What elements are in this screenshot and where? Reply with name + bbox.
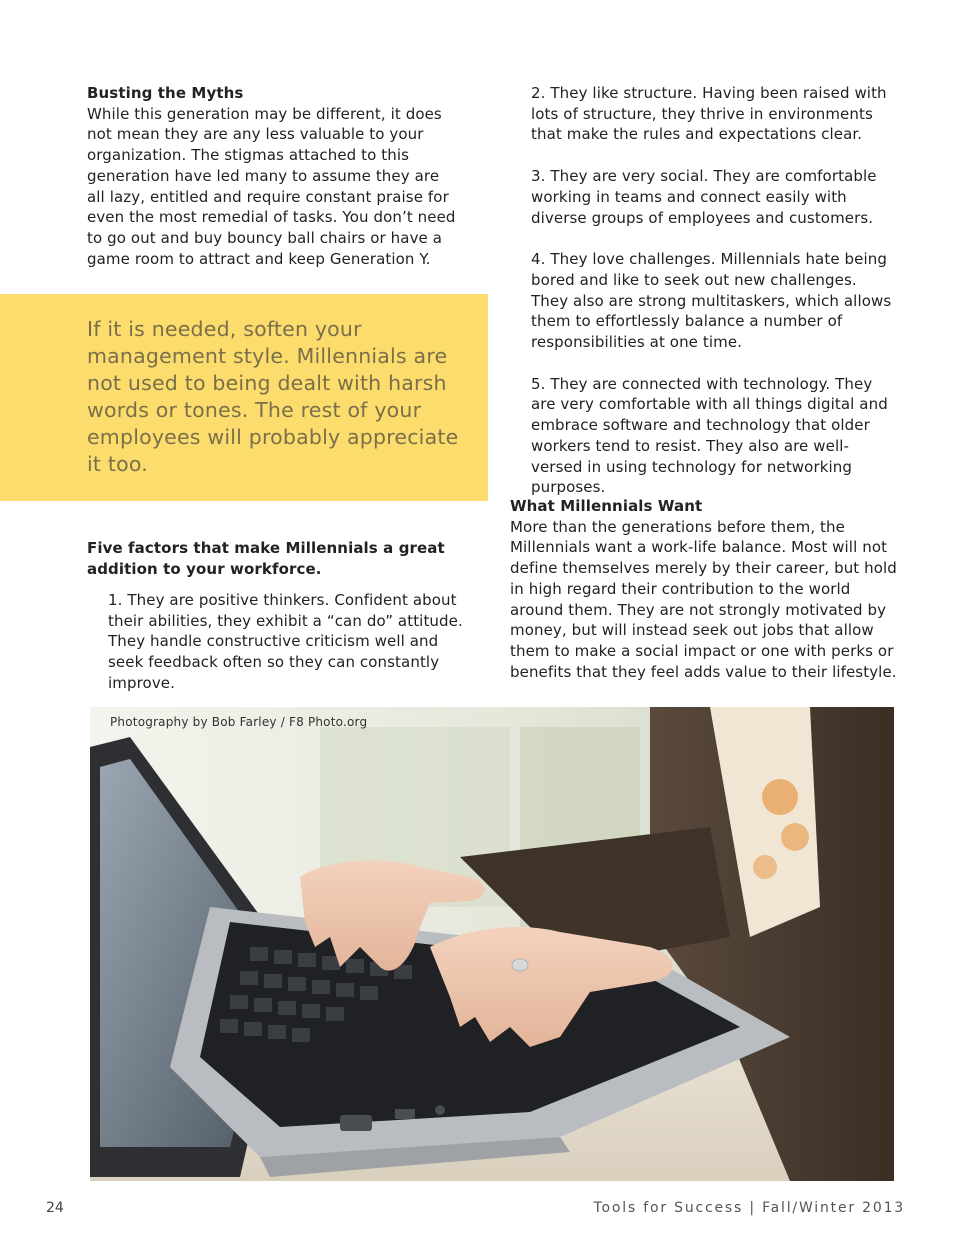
- page-number: 24: [46, 1200, 64, 1216]
- myths-body: While this generation may be different, it does not mean they are any less valuable to your organization. The stigmas attached to this generation have led many to assume they are all lazy, entitled and require constant praise for even the most remedial of tasks. You don’t need to go out and buy bouncy ball chairs or have a game room to attract and keep Generation Y.: [87, 104, 456, 268]
- factor-1: [108, 590, 473, 694]
- ring: [512, 959, 528, 971]
- factor-2-text: 2. They like structure. Having been raised with lots of structure, they thrive in environments that make the rules and expectations clear.: [531, 84, 887, 144]
- factor-4-text: 4. They love challenges. Millennials hate being bored and like to seek out new challenges. They also are strong multitaskers, which allows them to effortlessly balance a number of responsibilities at one time.: [531, 250, 892, 352]
- pull-quote: If it is needed, soften your management style. Millennials are not used to being dealt with harsh words or tones. The rest of your employees will probably appreciate it too.: [87, 317, 459, 476]
- want-body: More than the generations before them, the Millennials want a work-life balance. Most will not define themselves merely by their career, but hold in high regard their contribution to the world around them. They are not strongly motivated by money, but will instead seek out jobs that allow them to make a social impact or one with perks or benefits that they feel adds value to their lifestyle.: [510, 517, 897, 681]
- photo-illustration: [90, 707, 894, 1181]
- factor-3-text: 3. They are very social. They are comfortable working in teams and connect easily with diverse groups of employees and customers.: [531, 167, 877, 227]
- photo-credit: Photography by Bob Farley / F8 Photo.org: [110, 715, 368, 729]
- vga-port: [340, 1115, 372, 1131]
- factor-1-text: 1. They are positive thinkers. Confident about their abilities, they exhibit a “can do” attitude. They handle constructive criticism well and seek feedback often so they can constantly improve.: [108, 591, 463, 692]
- myths-section: [87, 83, 457, 269]
- usb-port: [395, 1109, 415, 1119]
- myths-heading: Busting the Myths: [87, 84, 244, 102]
- factors-list-right: [531, 83, 896, 519]
- laptop-typing-photo: [90, 707, 894, 1181]
- factors-heading: Five factors that make Millennials a great addition to your workforce.: [87, 539, 445, 578]
- audio-jack: [435, 1105, 445, 1115]
- factor-5-text: 5. They are connected with technology. They are very comfortable with all things digital and embrace software and technology that older workers tend to resist. They also are well-versed in using technology for networking purposes.: [531, 374, 888, 497]
- want-heading: What Millennials Want: [510, 497, 703, 515]
- publication-footer: Tools for Success | Fall/Winter 2013: [593, 1200, 905, 1216]
- what-millennials-want-section: [510, 496, 900, 682]
- factors-section: [87, 538, 467, 579]
